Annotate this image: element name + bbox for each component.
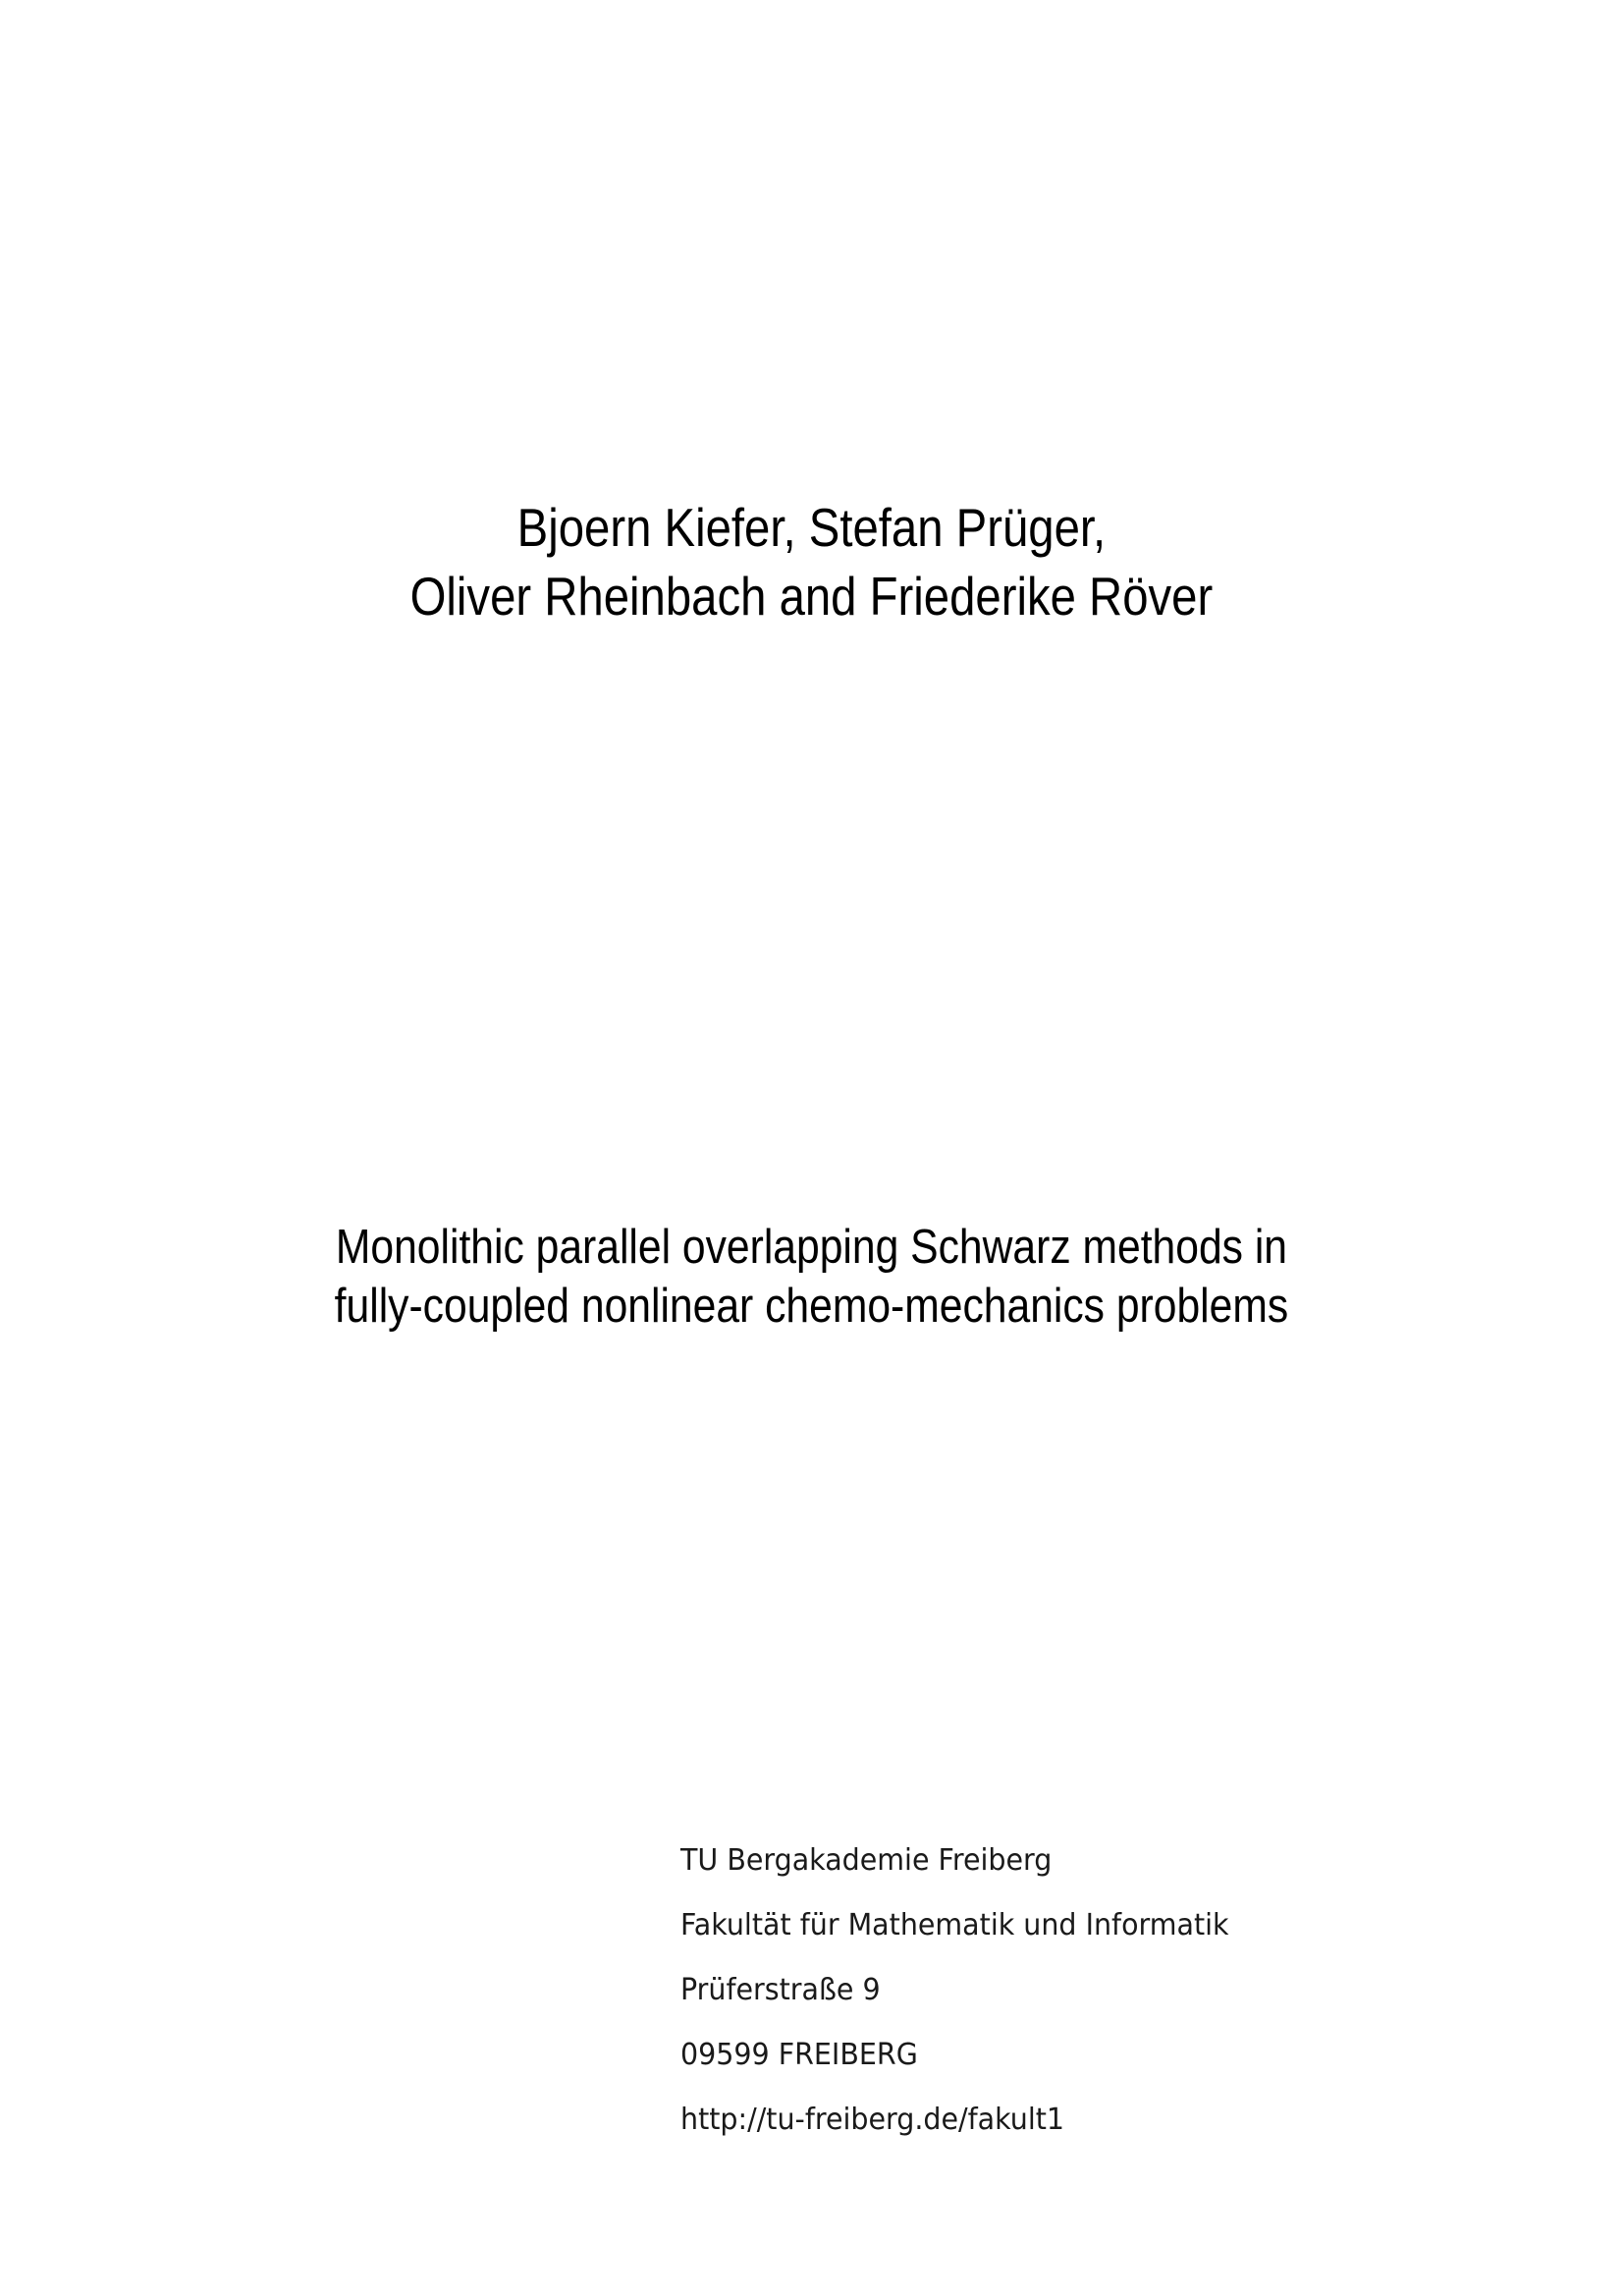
author-line-2: Oliver Rheinbach and Friederike Röver [409,566,1214,627]
postal-city: 09599 FREIBERG [680,2038,918,2072]
title-line-1: Monolithic parallel overlapping Schwarz methods in [335,1221,1288,1274]
institution-address [680,1829,1258,2153]
faculty-name: Fakultät für Mathematik und Informatik [680,1908,1229,1942]
university-name: TU Bergakademie Freiberg [680,1843,1053,1878]
faculty-url[interactable]: http://tu-freiberg.de/fakult1 [680,2103,1065,2137]
paper-title [105,1218,1517,1336]
street-address: Prüferstraße 9 [680,1973,881,2007]
author-list [114,493,1510,630]
title-line-2: fully-coupled nonlinear chemo-mechanics problems [334,1280,1289,1333]
author-line-1: Bjoern Kiefer, Stefan Prüger, [516,497,1107,558]
